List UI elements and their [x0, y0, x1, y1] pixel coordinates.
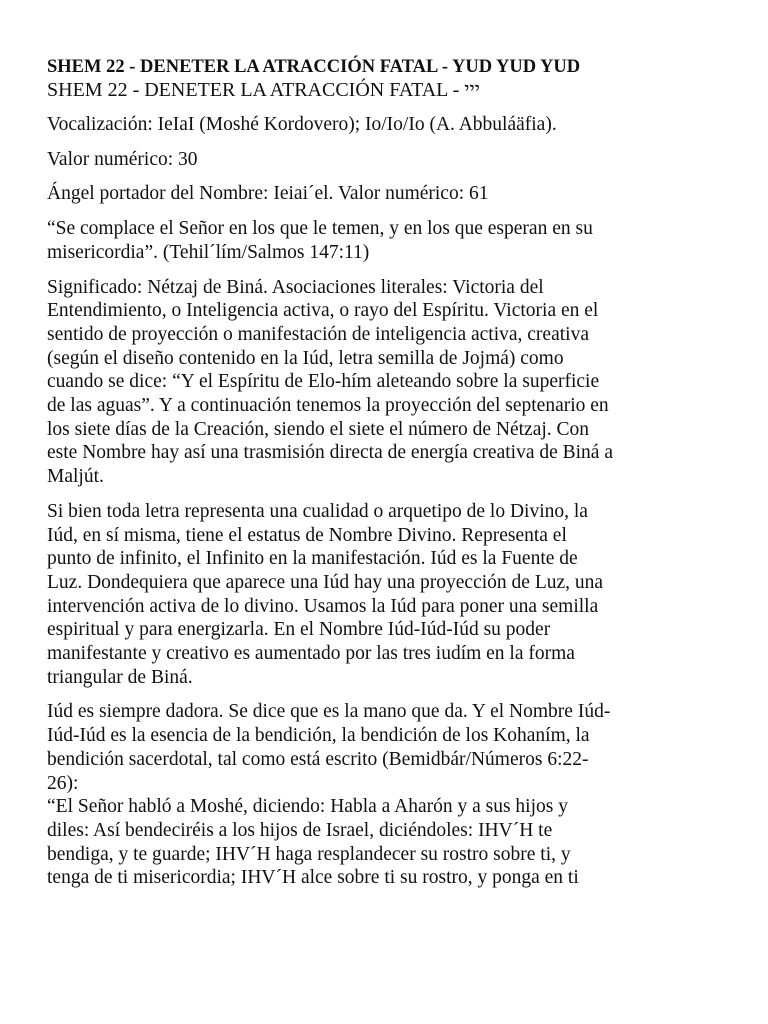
text-line: triangular de Biná. [47, 666, 193, 688]
document-page [47, 56, 737, 890]
text-line: Iúd, en sí misma, tiene el estatus de Nombre Divino. Representa el [47, 524, 567, 546]
text-line: 26): [47, 772, 79, 794]
vocalizacion-paragraph: Vocalización: IeIaI (Moshé Kordovero); Io/Io/Io (A. Abbuláäfia). [47, 114, 557, 135]
letra-iud-paragraph [47, 500, 737, 690]
text-line: bendición sacerdotal, tal como está escrito (Bemidbár/Números 6:22- [47, 748, 589, 770]
text-line: (según el diseño contenido en la Iúd, letra semilla de Jojmá) como [47, 347, 564, 369]
text-line: diles: Así bendeciréis a los hijos de Israel, diciéndoles: IHV´H te [47, 819, 553, 841]
text-line: “El Señor habló a Moshé, diciendo: Habla a Aharón y a sus hijos y [47, 796, 568, 818]
text-line: Luz. Dondequiera que aparece una Iúd hay una proyección de Luz, una [47, 571, 604, 593]
document-title-bold: SHEM 22 - DENETER LA ATRACCIÓN FATAL - YUD YUD YUD [47, 57, 581, 77]
text-line: tenga de ti misericordia; IHV´H alce sobre ti su rostro, y ponga en ti [47, 867, 579, 889]
dadora-paragraph [47, 700, 737, 890]
text-line: Iúd-Iúd es la esencia de la bendición, la bendición de los Kohaním, la [47, 725, 590, 747]
text-line: espiritual y para energizarla. En el Nombre Iúd-Iúd-Iúd su poder [47, 619, 551, 641]
significado-paragraph [47, 276, 737, 489]
angel-paragraph: Ángel portador del Nombre: Ieiai´el. Valor numérico: 61 [47, 183, 489, 205]
text-line: Si bien toda letra representa una cualidad o arquetipo de lo Divino, la [47, 500, 588, 522]
text-line: misericordia”. (Tehil´lím/Salmos 147:11) [47, 241, 370, 263]
text-line: punto de infinito, el Infinito en la manifestación. Iúd es la Fuente de [47, 548, 578, 570]
text-line: de las aguas”. Y a continuación tenemos la proyección del septenario en [47, 395, 609, 417]
document-title: SHEM 22 - DENETER LA ATRACCIÓN FATAL - ייי [47, 79, 481, 101]
text-line: sentido de proyección o manifestación de inteligencia activa, creativa [47, 323, 589, 345]
text-line: intervención activa de lo divino. Usamos la Iúd para poner una semilla [47, 595, 599, 617]
text-line: “Se complace el Señor en los que le temen, y en los que esperan en su [47, 218, 593, 240]
text-line: este Nombre hay así una trasmisión directa de energía creativa de Biná a [47, 442, 613, 464]
text-line: los siete días de la Creación, siendo el siete el número de Nétzaj. Con [47, 418, 590, 440]
text-line: cuando se dice: “Y el Espíritu de Elo-hím aleteando sobre la superficie [47, 371, 600, 393]
text-line: Iúd es siempre dadora. Se dice que es la mano que da. Y el Nombre Iúd- [47, 701, 611, 723]
valor-numerico-paragraph: Valor numérico: 30 [47, 148, 198, 170]
text-line: bendiga, y te guarde; IHV´H haga resplandecer su rostro sobre ti, y [47, 843, 571, 865]
text-line: Entendimiento, o Inteligencia activa, o rayo del Espíritu. Victoria en el [47, 300, 599, 322]
psalm-quote-paragraph [47, 217, 737, 264]
text-line: manifestante y creativo es aumentado por las tres iudím en la forma [47, 643, 575, 665]
text-line: Significado: Nétzaj de Biná. Asociaciones literales: Victoria del [47, 276, 544, 298]
text-line: Maljút. [47, 466, 104, 488]
